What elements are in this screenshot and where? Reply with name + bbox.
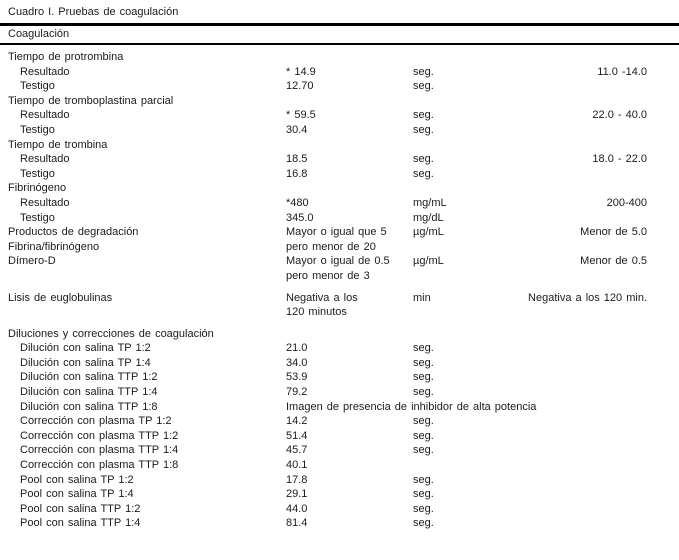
row-value: 14.2 <box>286 415 308 428</box>
table-title: Cuadro I. Pruebas de coagulación <box>8 6 179 18</box>
table-row <box>0 400 679 415</box>
table-row <box>0 516 679 531</box>
row-value: Imagen de presencia de inhibidor de alta potencia <box>286 400 537 413</box>
row-unit: µg/mL <box>413 226 444 239</box>
row-value: 81.4 <box>286 517 308 530</box>
row-unit: min <box>413 291 431 304</box>
row-unit: seg. <box>413 444 434 457</box>
table-row <box>0 473 679 488</box>
row-value: 79.2 <box>286 386 308 399</box>
row-value: *480 <box>286 196 309 209</box>
table-row <box>0 79 679 94</box>
row-label: Corrección con plasma TP 1:2 <box>20 415 172 428</box>
row-ref: 11.0 -14.0 <box>597 65 647 78</box>
row-ref: 22.0 - 40.0 <box>592 109 647 122</box>
row-value: 18.5 <box>286 153 308 166</box>
row-label: Pool con salina TP 1:2 <box>20 473 134 486</box>
row-label: Resultado <box>20 109 70 122</box>
row-label: Productos de degradación <box>8 226 139 239</box>
row-value: 53.9 <box>286 371 308 384</box>
row-unit: seg. <box>413 153 434 166</box>
row-value: 29.1 <box>286 488 308 501</box>
row-value: 40.1 <box>286 459 308 472</box>
row-label: Testigo <box>20 123 55 136</box>
row-value: 34.0 <box>286 356 308 369</box>
row-unit: seg. <box>413 429 434 442</box>
row-label: Dilución con salina TTP 1:2 <box>20 371 158 384</box>
row-label: Corrección con plasma TTP 1:2 <box>20 429 179 442</box>
row-unit: seg. <box>413 167 434 180</box>
table-row <box>0 305 679 320</box>
table-row <box>0 152 679 167</box>
row-label: Corrección con plasma TTP 1:4 <box>20 444 179 457</box>
row-value: * 14.9 <box>286 65 316 78</box>
row-unit: seg. <box>413 65 434 78</box>
table-row <box>0 211 679 226</box>
row-ref: 18.0 - 22.0 <box>592 153 647 166</box>
row-label: Tiempo de tromboplastina parcial <box>8 94 174 107</box>
row-value: 16.8 <box>286 167 308 180</box>
header-rule <box>0 43 679 45</box>
row-ref: Menor de 5.0 <box>580 226 647 239</box>
row-label: Fibrina/fibrinógeno <box>8 240 100 253</box>
table-section-row <box>0 181 679 196</box>
table-section-row <box>0 327 679 342</box>
table-section-row <box>0 50 679 65</box>
row-label: Testigo <box>20 80 55 93</box>
table-row <box>0 370 679 385</box>
row-label: Resultado <box>20 153 70 166</box>
row-unit: seg. <box>413 473 434 486</box>
row-unit: seg. <box>413 109 434 122</box>
row-label: Dilución con salina TTP 1:4 <box>20 386 158 399</box>
row-ref: Negativa a los 120 min. <box>528 291 647 304</box>
row-value: 17.8 <box>286 473 308 486</box>
table-row <box>0 341 679 356</box>
table-row <box>0 502 679 517</box>
row-ref: Menor de 0.5 <box>580 255 647 268</box>
row-label: Testigo <box>20 167 55 180</box>
row-label: Dilución con salina TP 1:2 <box>20 342 151 355</box>
table-row <box>0 196 679 211</box>
row-label: Resultado <box>20 65 70 78</box>
table-row <box>0 167 679 182</box>
row-unit: seg. <box>413 488 434 501</box>
row-unit: seg. <box>413 517 434 530</box>
row-value: pero menor de 20 <box>286 240 376 253</box>
table-row <box>0 291 679 306</box>
row-value: 120 minutos <box>286 306 347 319</box>
row-value: 51.4 <box>286 429 308 442</box>
table-row <box>0 385 679 400</box>
row-label: Resultado <box>20 196 70 209</box>
row-unit: seg. <box>413 80 434 93</box>
table-row <box>0 458 679 473</box>
row-unit: mg/dL <box>413 211 444 224</box>
table-row <box>0 254 679 269</box>
row-label: Tiempo de trombina <box>8 138 108 151</box>
row-label: Dilución con salina TTP 1:8 <box>20 400 158 413</box>
row-value: Mayor o igual de 0.5 <box>286 255 390 268</box>
table-row <box>0 123 679 138</box>
row-unit: seg. <box>413 356 434 369</box>
row-value: pero menor de 3 <box>286 269 370 282</box>
row-label: Pool con salina TTP 1:4 <box>20 517 141 530</box>
table-row <box>0 414 679 429</box>
table-column-header: Coagulación <box>8 28 70 40</box>
row-label: Lisis de euglobulinas <box>8 291 113 304</box>
table-row <box>0 240 679 255</box>
row-label: Fibrinógeno <box>8 182 67 195</box>
row-label: Pool con salina TP 1:4 <box>20 488 134 501</box>
row-value: 21.0 <box>286 342 308 355</box>
table-row <box>0 65 679 80</box>
table-row <box>0 429 679 444</box>
table-row <box>0 225 679 240</box>
row-value: 30.4 <box>286 123 308 136</box>
row-label: Pool con salina TTP 1:2 <box>20 502 141 515</box>
table-row <box>0 108 679 123</box>
row-unit: seg. <box>413 342 434 355</box>
row-unit: seg. <box>413 502 434 515</box>
row-label: Corrección con plasma TTP 1:8 <box>20 459 179 472</box>
row-value: Mayor o igual que 5 <box>286 226 387 239</box>
table-section-row <box>0 94 679 109</box>
row-value: Negativa a los <box>286 291 358 304</box>
table-row <box>0 269 679 284</box>
row-unit: µg/mL <box>413 255 444 268</box>
table-row <box>0 487 679 502</box>
row-unit: seg. <box>413 386 434 399</box>
row-ref: 200-400 <box>606 196 647 209</box>
row-label: Testigo <box>20 211 55 224</box>
top-rule <box>0 23 679 26</box>
row-value: 12.70 <box>286 80 314 93</box>
row-unit: seg. <box>413 371 434 384</box>
row-unit: mg/mL <box>413 196 447 209</box>
coagulation-table-rows <box>0 50 679 531</box>
row-label: Dímero-D <box>8 255 56 268</box>
row-label: Tiempo de protrombina <box>8 51 124 63</box>
row-label: Diluciones y correcciones de coagulación <box>8 327 214 340</box>
table-row <box>0 443 679 458</box>
table-section-row <box>0 138 679 153</box>
row-value: 345.0 <box>286 211 314 224</box>
table-row <box>0 356 679 371</box>
row-label: Dilución con salina TP 1:4 <box>20 356 151 369</box>
row-value: 45.7 <box>286 444 308 457</box>
row-unit: seg. <box>413 415 434 428</box>
row-unit: seg. <box>413 123 434 136</box>
row-value: * 59.5 <box>286 109 316 122</box>
row-value: 44.0 <box>286 502 308 515</box>
